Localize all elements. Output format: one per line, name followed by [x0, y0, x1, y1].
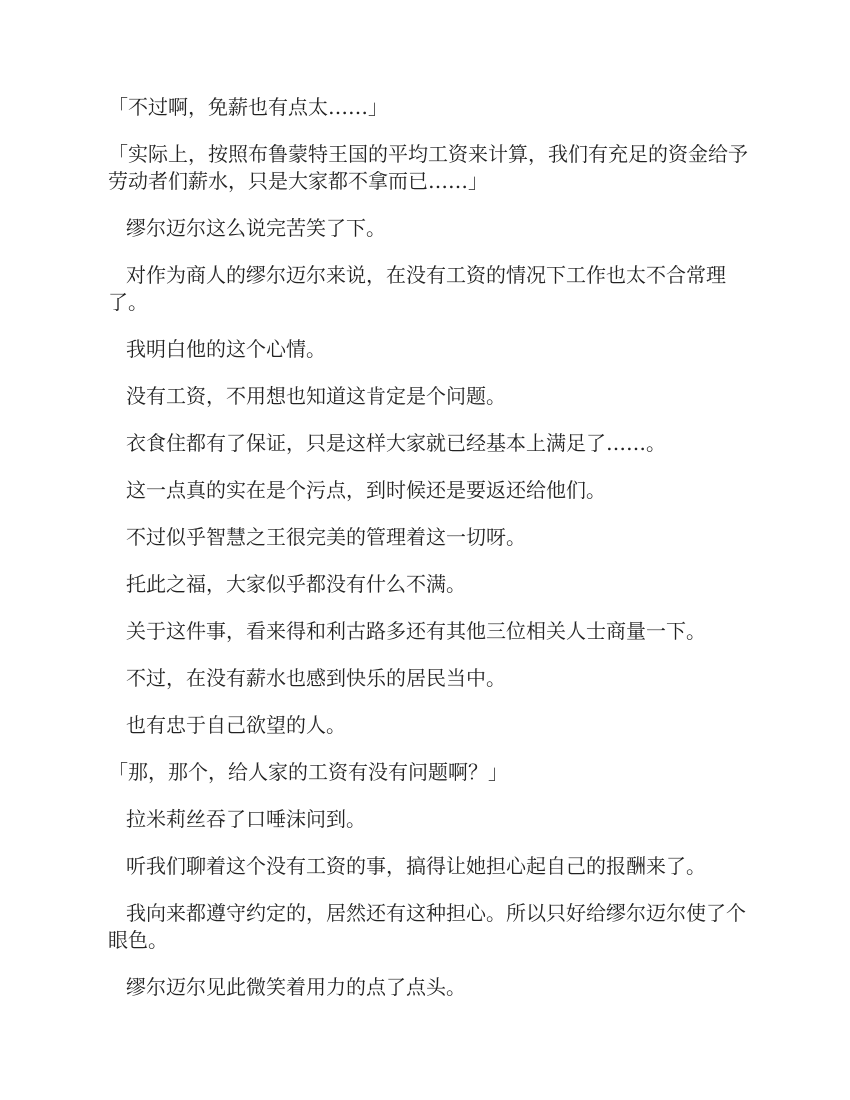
paragraph: 缪尔迈尔见此微笑着用力的点了点头。: [126, 975, 466, 999]
paragraph: 我明白他的这个心情。: [126, 337, 326, 361]
paragraph: 也有忠于自己欲望的人。: [126, 713, 346, 737]
paragraph: 「不过啊，免薪也有点太……」: [108, 95, 388, 119]
paragraph: 不过，在没有薪水也感到快乐的居民当中。: [126, 666, 506, 690]
paragraph: 没有工资，不用想也知道这肯定是个问题。: [126, 384, 506, 408]
paragraph: 「那，那个，给人家的工资有没有问题啊？」: [108, 760, 508, 784]
paragraph: 不过似乎智慧之王很完美的管理着这一切呀。: [126, 525, 526, 549]
paragraph: 托此之福，大家似乎都没有什么不满。: [126, 572, 466, 596]
paragraph: 我向来都遵守约定的，居然还有这种担心。所以只好给缪尔迈尔使了个眼色。: [108, 901, 746, 952]
paragraph: 听我们聊着这个没有工资的事，搞得让她担心起自己的报酬来了。: [126, 854, 706, 878]
document-body: [108, 94, 758, 1021]
paragraph: 拉米莉丝吞了口唾沫问到。: [126, 807, 366, 831]
paragraph: 缪尔迈尔这么说完苦笑了下。: [126, 216, 386, 240]
paragraph: 这一点真的实在是个污点，到时候还是要返还给他们。: [126, 478, 606, 502]
paragraph: 关于这件事，看来得和利古路多还有其他三位相关人士商量一下。: [126, 619, 706, 643]
paragraph: 「实际上，按照布鲁蒙特王国的平均工资来计算，我们有充足的资金给予劳动者们薪水，只是大家都不拿而已……」: [108, 142, 748, 193]
paragraph: 衣食住都有了保证，只是这样大家就已经基本上满足了……。: [126, 431, 666, 455]
paragraph: 对作为商人的缪尔迈尔来说，在没有工资的情况下工作也太不合常理了。: [108, 263, 726, 314]
